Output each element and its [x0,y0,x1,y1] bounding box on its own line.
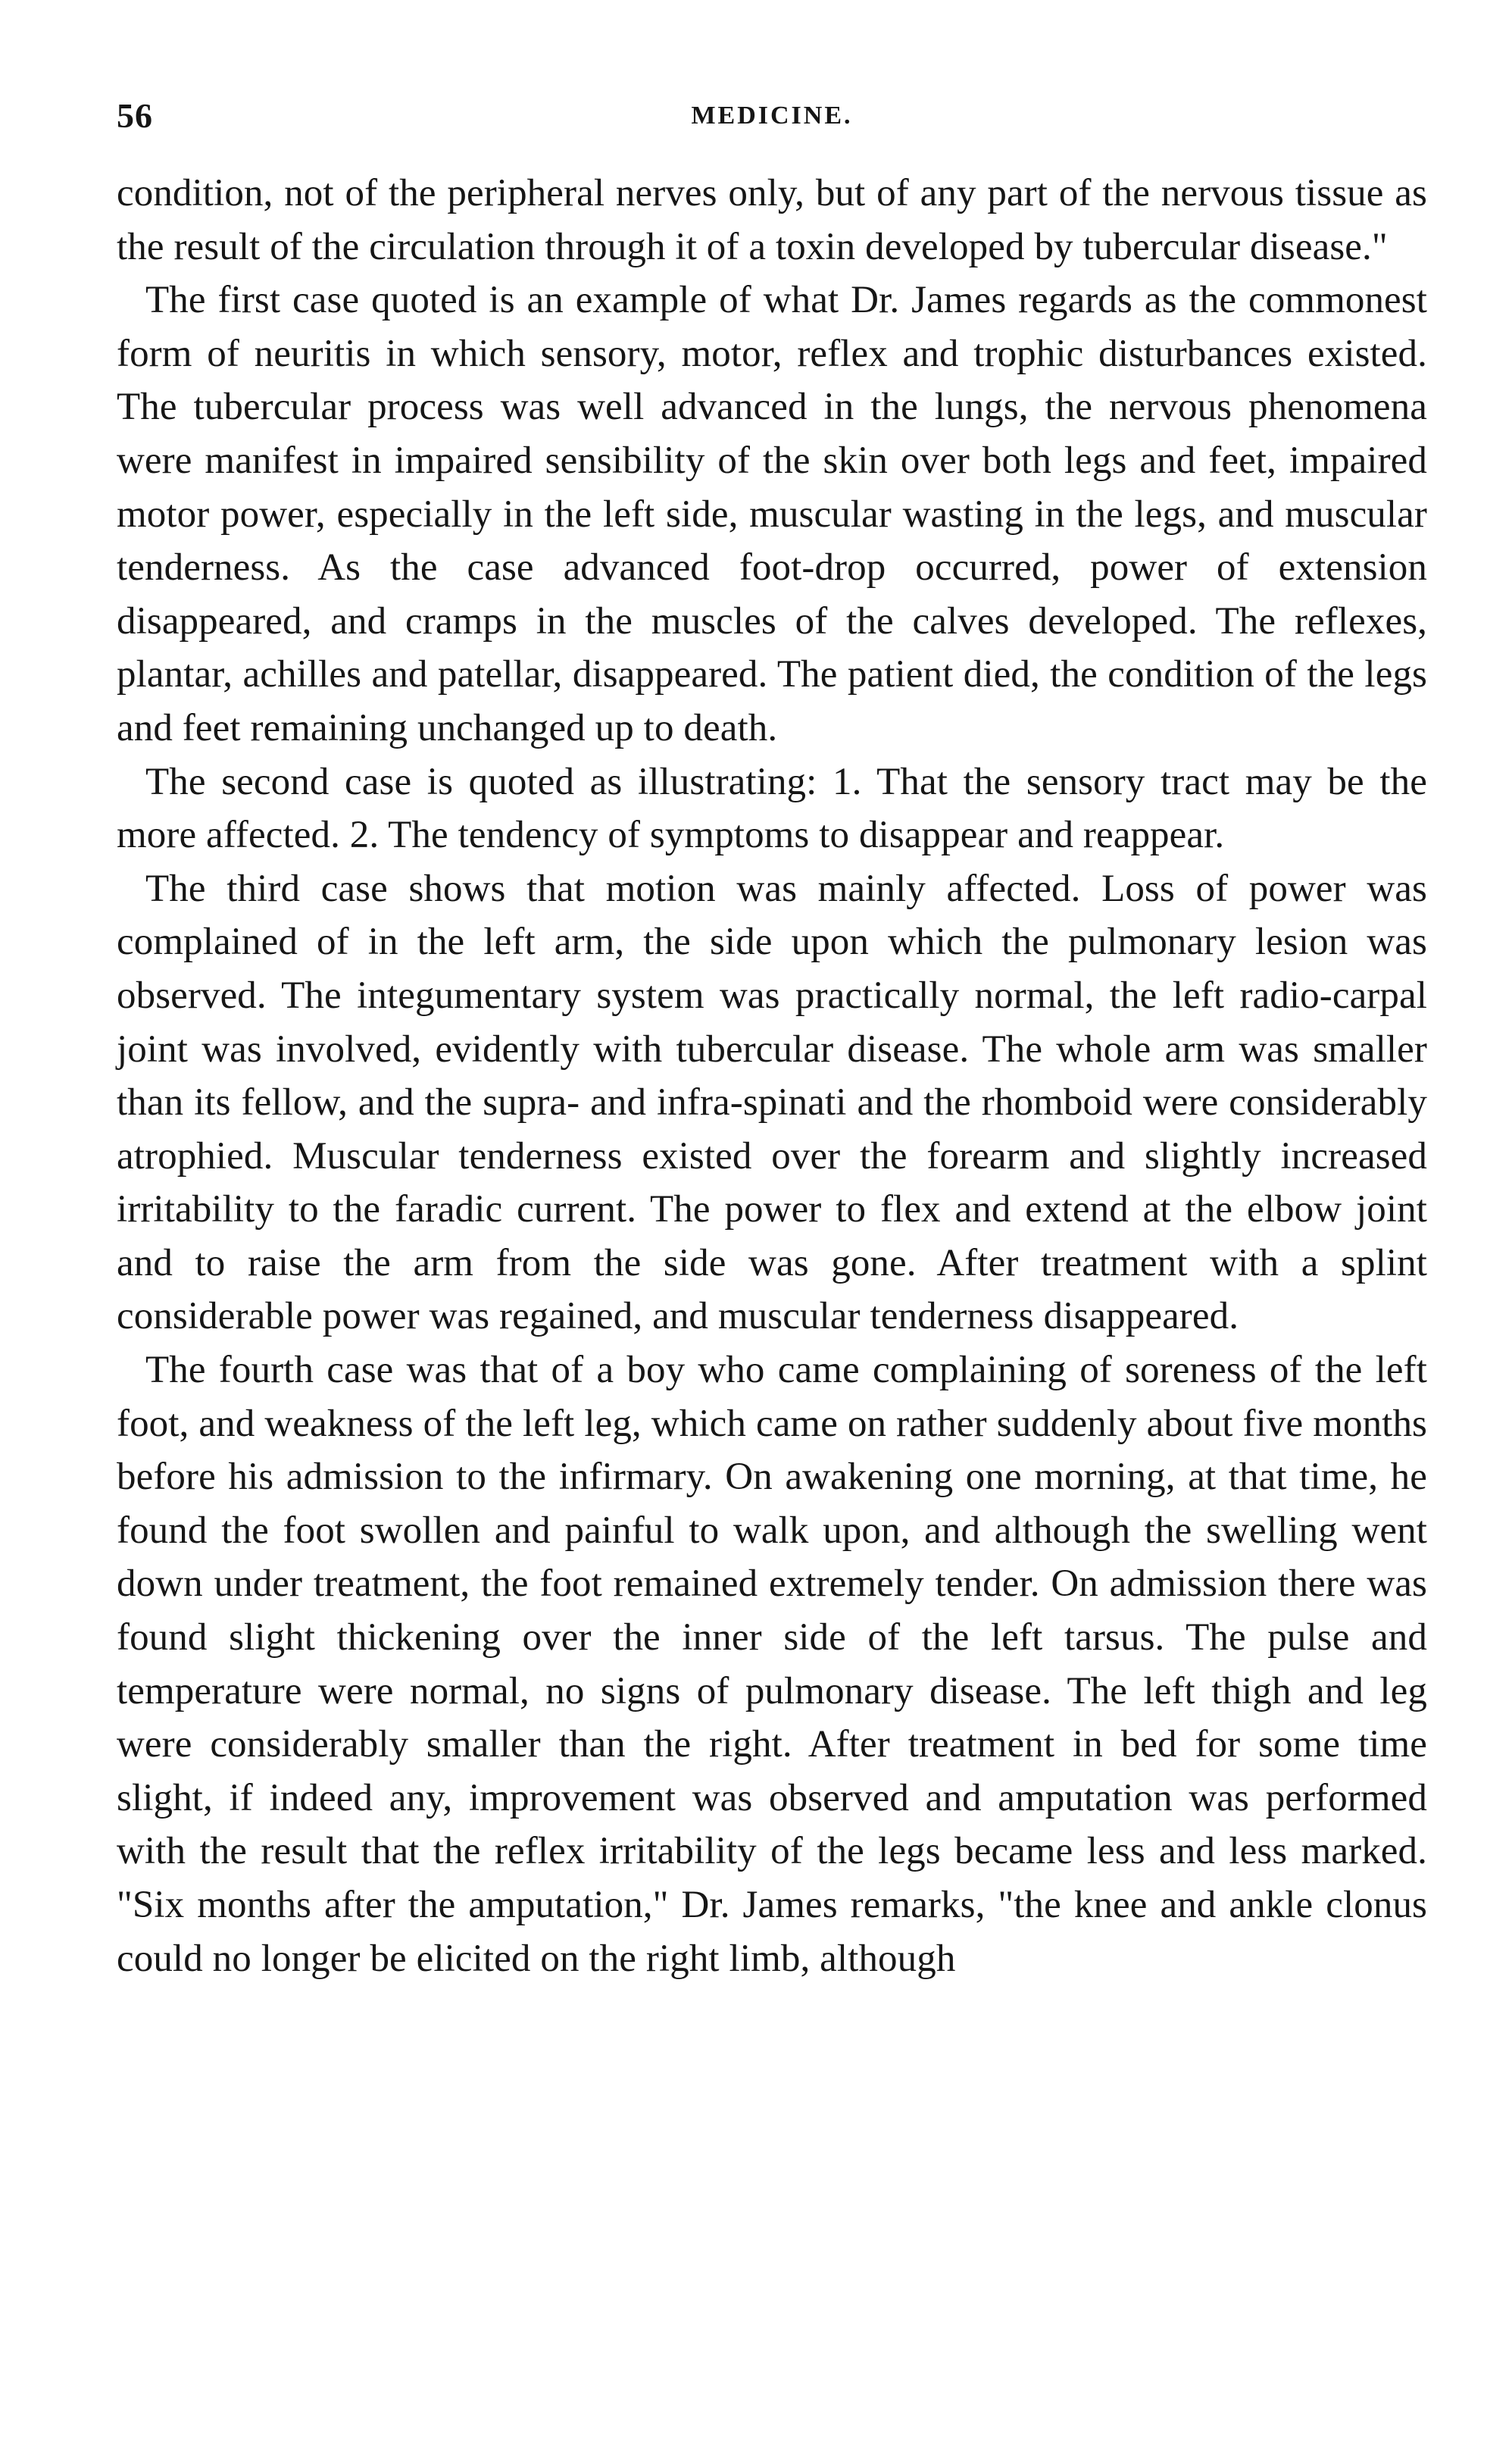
paragraph-second-case: The second case is quoted as illustrating: 1. That the sensory tract may be the more affected. 2. The tendency of symptoms to disappear and reappear. [117,760,1427,857]
body-text [117,167,1427,1985]
paragraph-first-case: The first case quoted is an example of what Dr. James regards as the commonest form of neuritis in which sensory, motor, reflex and trophic disturbances existed. The tubercular process was well advanced in the lungs, the nervous phenomena were manifest in impaired sensibility of the skin over both legs and feet, impaired motor power, especially in the left side, muscular wasting in the legs, and muscular tenderness. As the case advanced foot-drop occurred, power of extension disappeared, and cramps in the muscles of the calves developed. The reflexes, plantar, achilles and patellar, disappeared. The patient died, the condition of the legs and feet remaining unchanged up to death. [117,279,1427,749]
paragraph-third-case: The third case shows that motion was mainly affected. Loss of power was complained of in the left arm, the side upon which the pulmonary lesion was observed. The integumentary system was practically normal, the left radio-carpal joint was involved, evidently with tubercular disease. The whole arm was smaller than its fellow, and the supra- and infra-spinati and the rhomboid were considerably atrophied. Muscular tenderness existed over the forearm and slightly increased irritability to the faradic current. The power to flex and extend at the elbow joint and to raise the arm from the side was gone. After treatment with a splint considerable power was regained, and muscular tenderness disappeared. [117,867,1427,1338]
page-number: 56 [117,96,153,135]
paragraph-continuation: condition, not of the peripheral nerves only, but of any part of the nervous tissue as the result of the circulation through it of a toxin developed by tubercular disease." [117,172,1427,268]
book-page [117,89,1427,1985]
page-header [117,89,1427,142]
running-head: MEDICINE. [691,102,853,130]
paragraph-fourth-case: The fourth case was that of a boy who came complaining of soreness of the left foot, and weakness of the left leg, which came on rather suddenly about five months before his admission to the infirmary. On awakening one morning, at that time, he found the foot swollen and painful to walk upon, and although the swelling went down under treatment, the foot remained extremely tender. On admission there was found slight thickening over the inner side of the left tarsus. The pulse and temperature were normal, no signs of pulmonary disease. The left thigh and leg were considerably smaller than the right. After treatment in bed for some time slight, if indeed any, improvement was observed and amputation was performed with the result that the reflex irritability of the legs became less and less marked. "Six months after the amputation," Dr. James remarks, "the knee and ankle clonus could no longer be elicited on the right limb, although [117,1349,1427,1980]
